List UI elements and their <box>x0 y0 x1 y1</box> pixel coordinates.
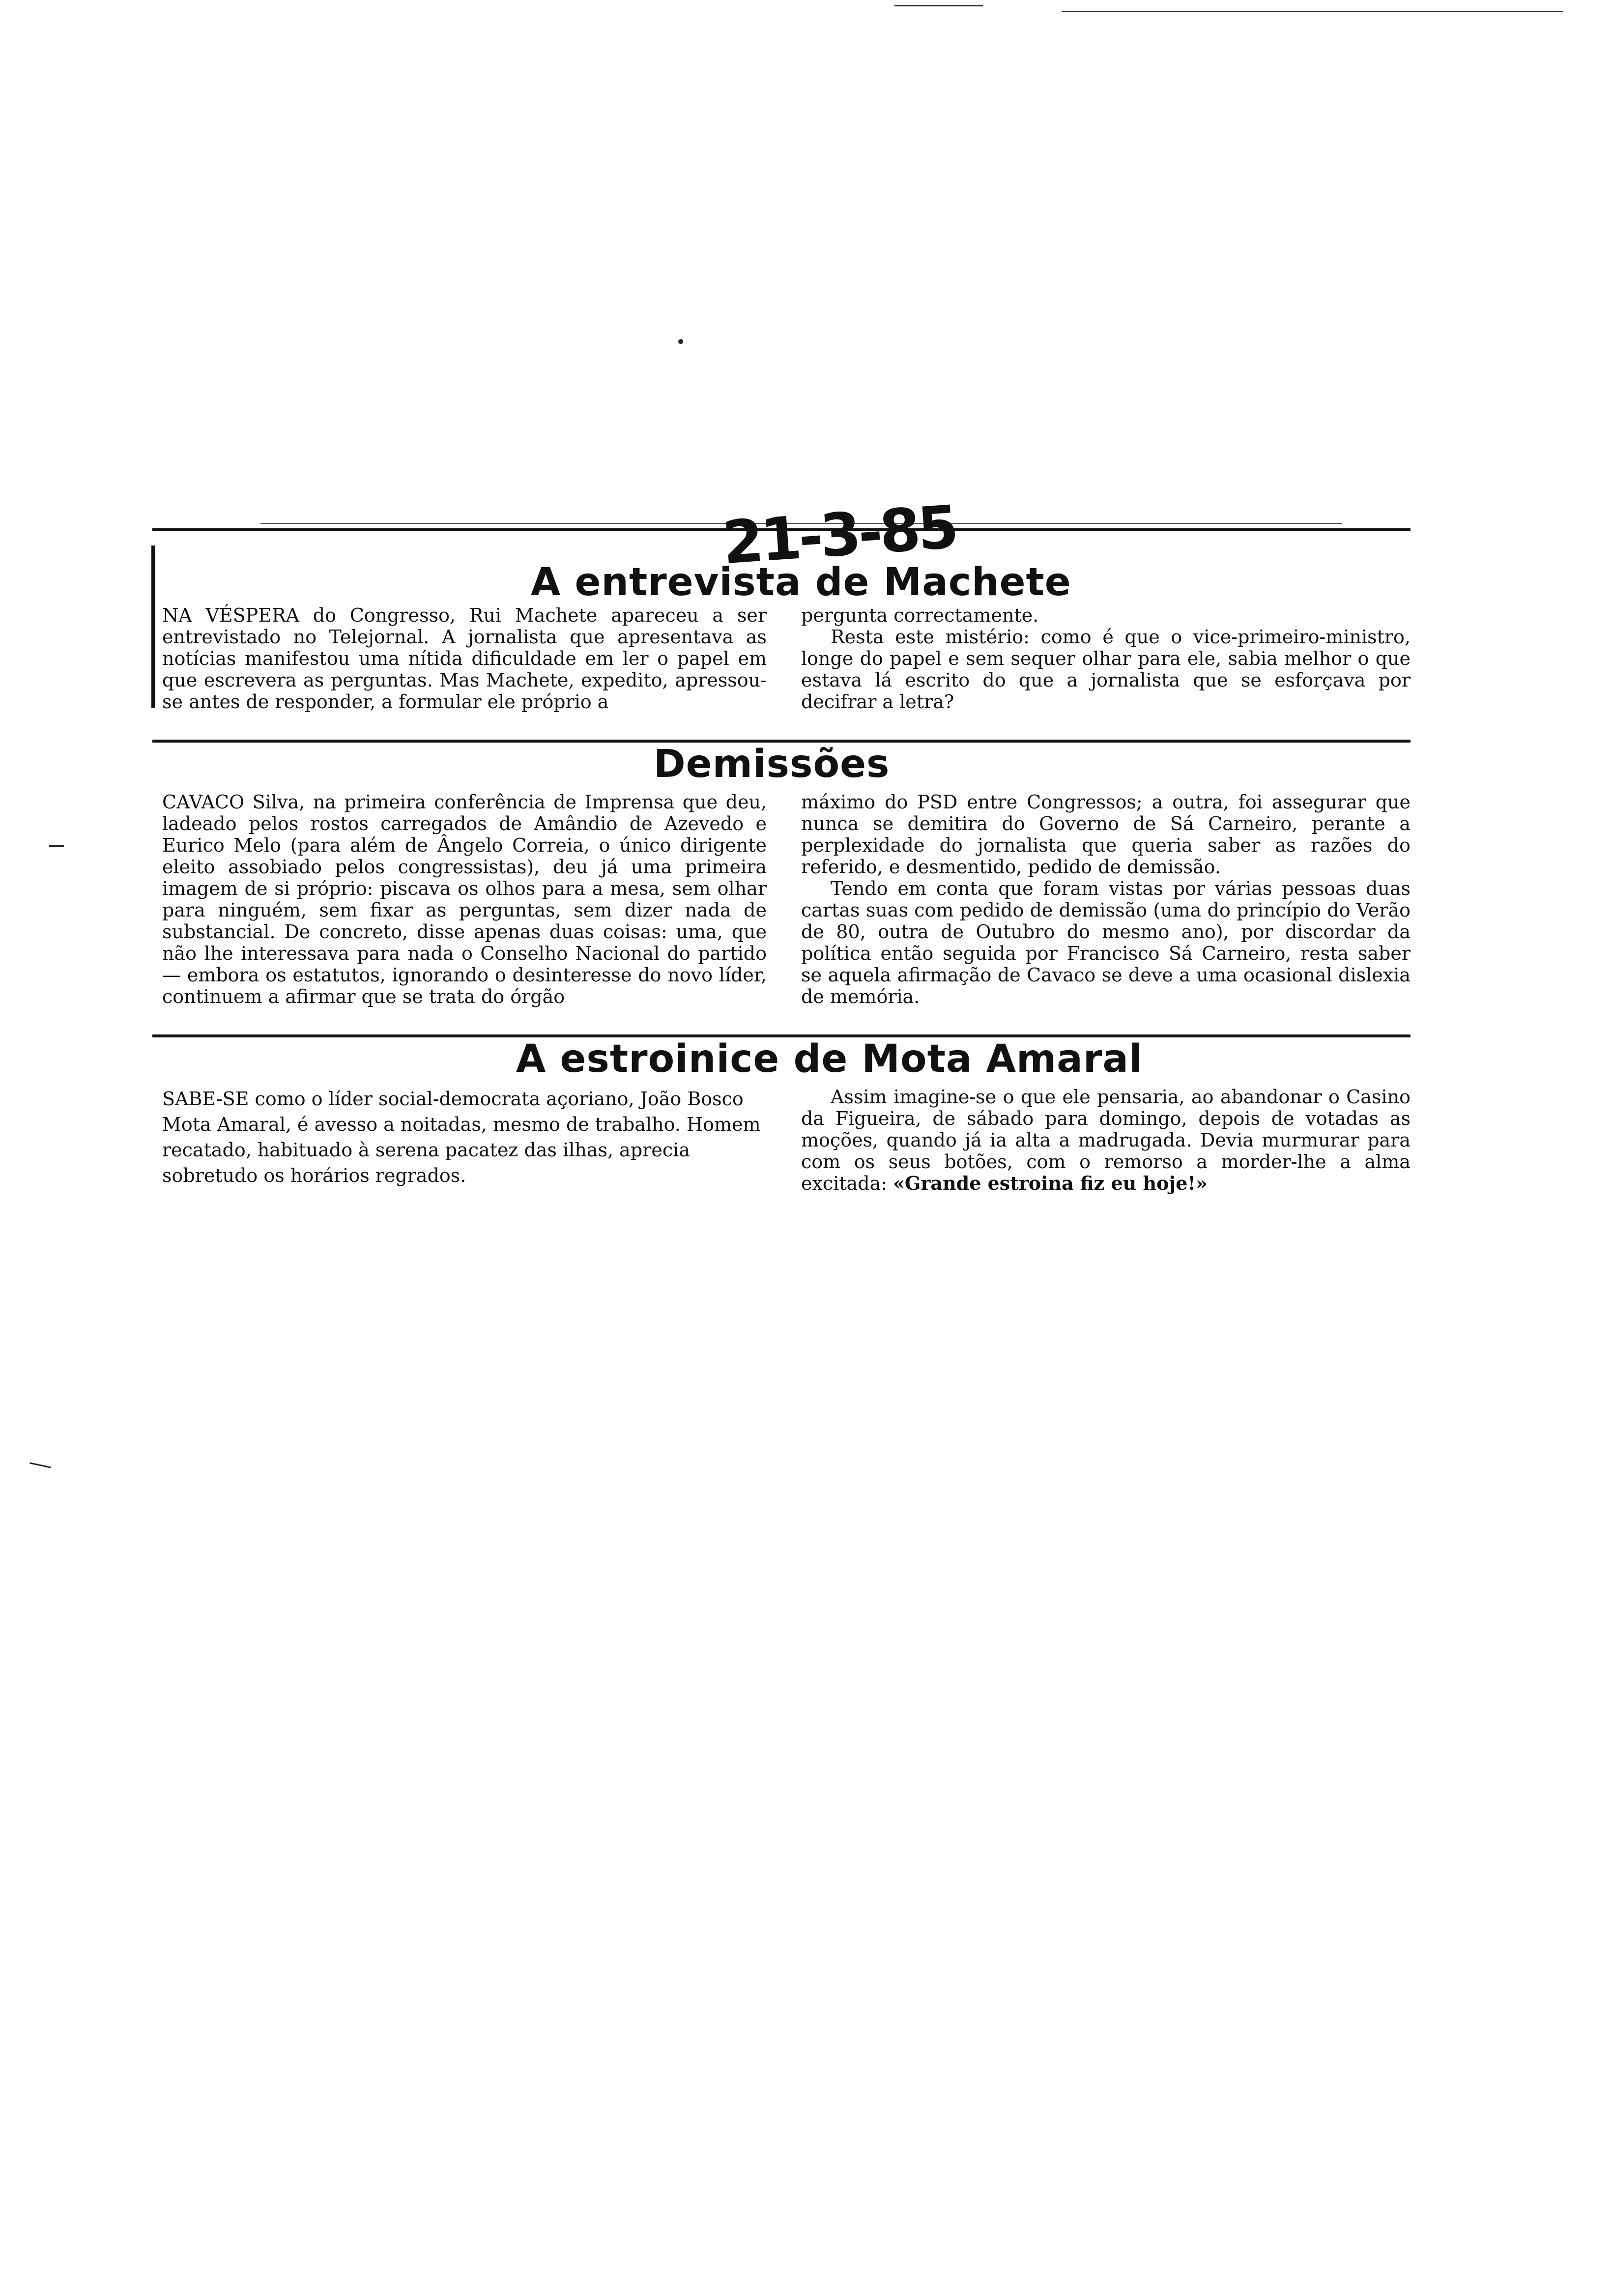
quote: «Grande estroina fiz eu hoje!» <box>893 1172 1208 1194</box>
article-column-right <box>801 604 1410 713</box>
paragraph-text: Assim imagine-se o que ele pensaria, ao abandonar o Casino da Figueira, de sábado para domingo, depois de votadas as moções, quando já ia alta a madrugada. Devia murmurar para com os seus botões, com o remorso a morder-lhe a alma excitada: <box>801 1086 1410 1194</box>
paragraph <box>801 1086 1410 1194</box>
scan-artifact-line <box>1062 11 1563 12</box>
scan-speck <box>678 339 683 344</box>
article-column-right <box>801 791 1410 1007</box>
article-headline: A entrevista de Machete <box>531 560 1071 604</box>
paragraph: Tendo em conta que foram vistas por várias pessoas duas cartas suas com pedido de demissão (uma do princípio do Verão de 80, outra de Outubro do mesmo ano), por discordar da política então seguida por Francisco Sá Carneiro, resta saber se aquela afirmação de Cavaco se deve a uma ocasional dislexia de memória. <box>801 878 1410 1007</box>
paragraph: SABE-SE como o líder social-democrata açoriano, João Bosco Mota Amaral, é avesso a noitadas, mesmo de trabalho. Homem recatado, habituado à serena pacatez das ilhas, aprecia sobretudo os horários regrados. <box>162 1088 761 1186</box>
article-headline: A estroinice de Mota Amaral <box>516 1037 1143 1081</box>
paragraph: Resta este mistério: como é que o vice-primeiro-ministro, longe do papel e sem sequer olhar para ele, sabia melhor o que estava lá escrito do que a jornalista que se esforçava por decifrar a letra? <box>801 626 1410 713</box>
article-column-right <box>801 1086 1410 1194</box>
article-headline: Demissões <box>654 742 890 786</box>
paragraph: pergunta correctamente. <box>801 604 1039 626</box>
paragraph: NA VÉSPERA do Congresso, Rui Machete apareceu a ser entrevistado no Telejornal. A jornalista que apresentava as notícias manifestou uma nítida dificuldade em ler o papel em que escrevera as perguntas. Mas Machete, expedito, apressou-se antes de responder, a formular ele próprio a <box>162 604 767 713</box>
handwritten-date: 21-3-85 <box>720 493 958 578</box>
scan-mark <box>49 845 64 847</box>
article-column-left <box>162 791 767 1007</box>
paragraph: CAVACO Silva, na primeira conferência de Imprensa que deu, ladeado pelos rostos carregados de Amândio de Azevedo e Eurico Melo (para além de Ângelo Correia, o único dirigente eleito assobiado pelos congressistas), deu já uma primeira imagem de si próprio: piscava os olhos para a mesa, sem olhar para ninguém, sem fixar as perguntas, sem dizer nada de substancial. De concreto, disse apenas duas coisas: uma, que não lhe interessava para nada o Conselho Nacional do partido — embora os estatutos, ignorando o desinteresse do novo líder, continuem a afirmar que se trata do órgão <box>162 791 767 1007</box>
article-column-left <box>162 604 767 713</box>
paragraph: máximo do PSD entre Congressos; a outra, foi assegurar que nunca se demitira do Governo de Sá Carneiro, perante a perplexidade do jornalista que queria saber as razões do referido, e desmentido, pedido de demissão. <box>801 791 1410 878</box>
scan-mark <box>29 1462 51 1468</box>
article-column-left <box>162 1086 767 1188</box>
scan-artifact-line <box>894 5 983 6</box>
margin-bar <box>151 545 155 708</box>
